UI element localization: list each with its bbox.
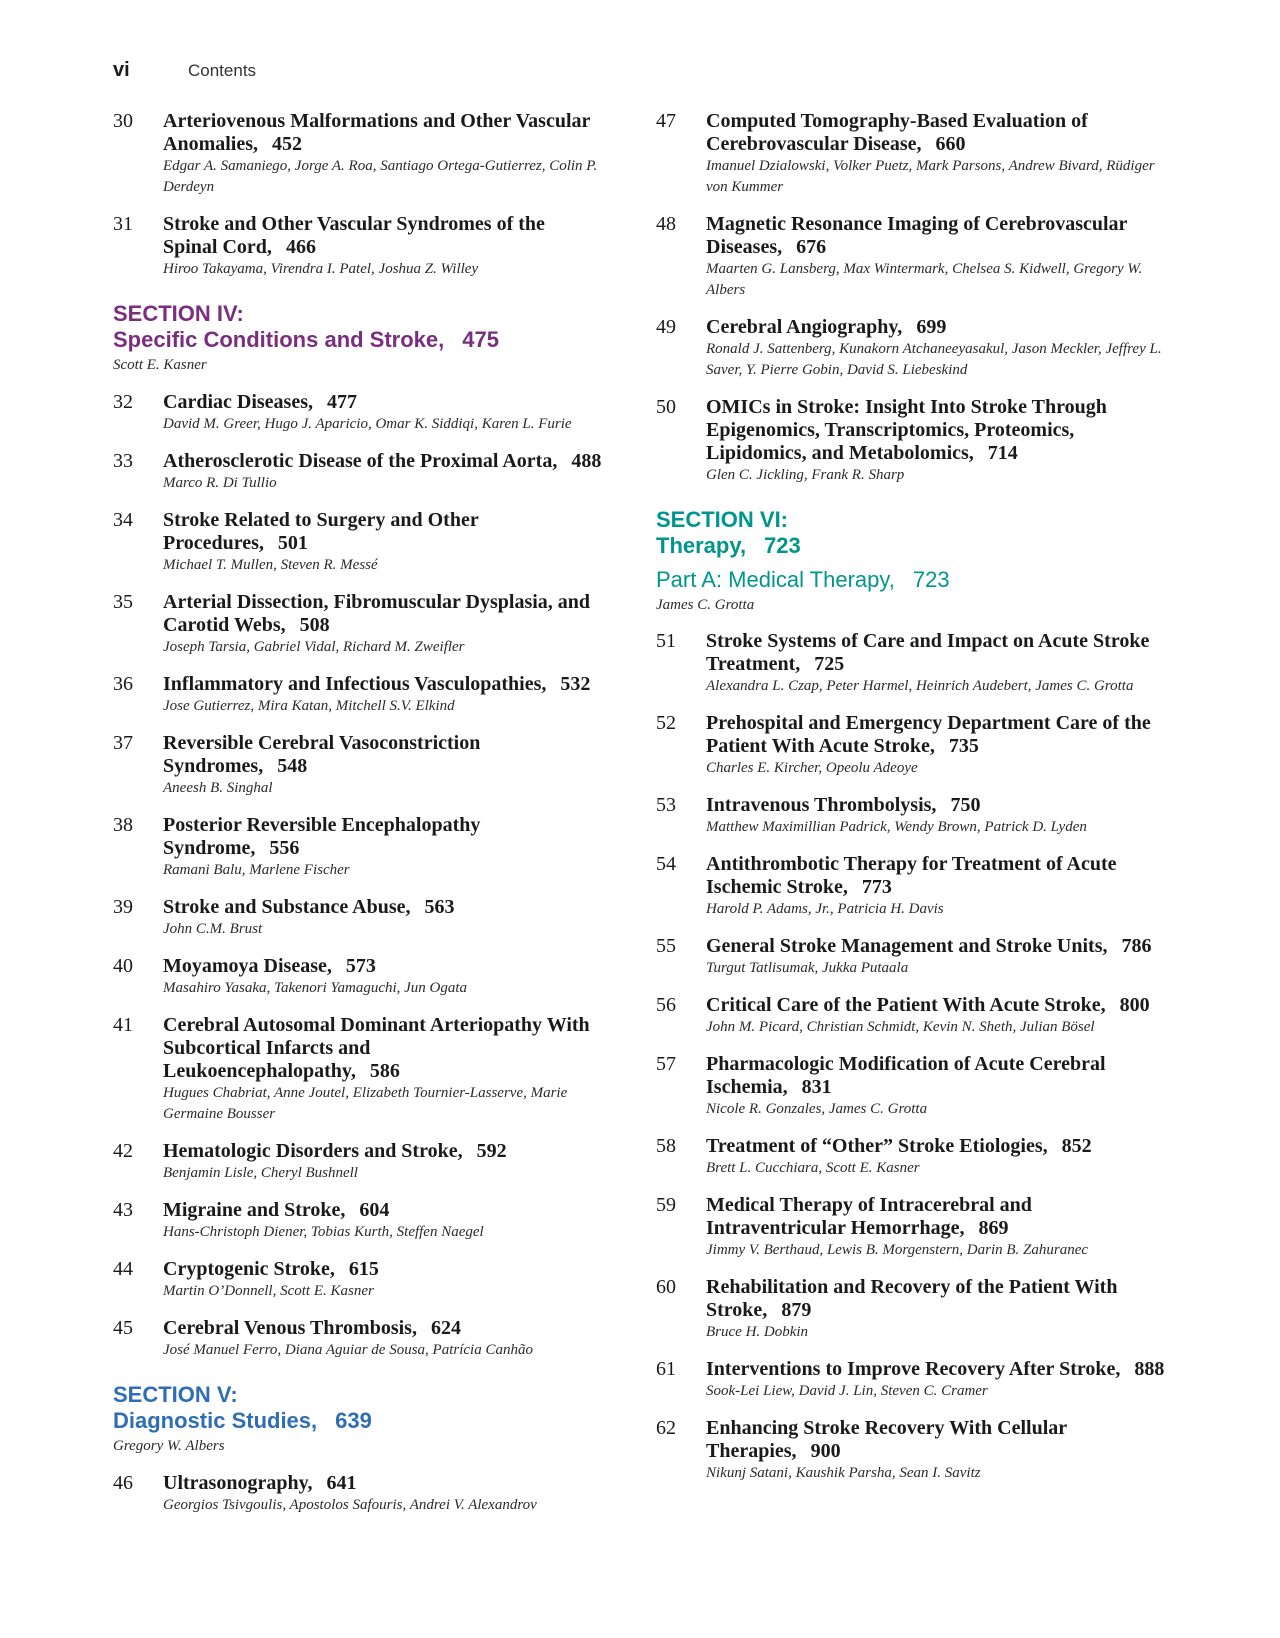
- chapter-entry: [113, 1472, 603, 1516]
- chapter-entry: [656, 794, 1176, 838]
- chapter-number: 53: [656, 794, 676, 816]
- section-label: SECTION VI:: [656, 507, 789, 532]
- chapter-entry: [113, 955, 603, 999]
- chapter-number: 31: [113, 213, 133, 235]
- section-editor: Gregory W. Albers: [113, 1438, 225, 1454]
- chapter-authors: Sook-Lei Liew, David J. Lin, Steven C. Cramer: [706, 1383, 988, 1399]
- chapter-entry: [113, 1317, 603, 1361]
- chapter-page: 900: [810, 1440, 841, 1462]
- chapter-authors: Georgios Tsivgoulis, Apostolos Safouris, Andrei V. Alexandrov: [163, 1497, 537, 1513]
- chapter-title: Intravenous Thrombolysis, 750: [706, 794, 981, 816]
- chapter-page: 586: [369, 1060, 400, 1082]
- chapter-number: 39: [113, 896, 133, 918]
- chapter-number: 36: [113, 673, 133, 695]
- chapter-title: Arterial Dissection, Fibromuscular Dysplasia, and Carotid Webs, 508: [163, 591, 591, 636]
- chapter-entry: [656, 1053, 1176, 1120]
- part-title: Part A: Medical Therapy, 723: [656, 567, 950, 592]
- page-header: [113, 59, 256, 82]
- chapter-number: 54: [656, 853, 676, 875]
- chapter-title: General Stroke Management and Stroke Units, 786: [706, 935, 1152, 957]
- chapter-authors: John M. Picard, Christian Schmidt, Kevin N. Sheth, Julian Bösel: [706, 1019, 1095, 1035]
- chapter-number: 46: [113, 1472, 133, 1494]
- chapter-authors: Ronald J. Sattenberg, Kunakorn Atchaneeyasakul, Jason Meckler, Jeffrey L. Saver, Y. Pierre Gobin, David S. Liebeskind: [706, 341, 1162, 378]
- chapter-entry: [656, 1358, 1176, 1402]
- chapter-authors: Jose Gutierrez, Mira Katan, Mitchell S.V. Elkind: [163, 698, 455, 714]
- chapter-authors: David M. Greer, Hugo J. Aparicio, Omar K. Siddiqi, Karen L. Furie: [163, 416, 572, 432]
- section-heading: [113, 301, 603, 376]
- chapter-page: 477: [326, 391, 357, 413]
- chapter-authors: José Manuel Ferro, Diana Aguiar de Sousa, Patrícia Canhão: [163, 1342, 533, 1358]
- chapter-number: 32: [113, 391, 133, 413]
- chapter-authors: Hans-Christoph Diener, Tobias Kurth, Steffen Naegel: [163, 1224, 484, 1240]
- chapter-number: 59: [656, 1194, 676, 1216]
- chapter-title: Inflammatory and Infectious Vasculopathies, 532: [163, 673, 591, 695]
- section-label: SECTION V:: [113, 1382, 238, 1407]
- chapter-authors: Benjamin Lisle, Cheryl Bushnell: [163, 1165, 358, 1181]
- chapter-authors: Jimmy V. Berthaud, Lewis B. Morgenstern, Darin B. Zahuranec: [706, 1242, 1089, 1258]
- chapter-number: 56: [656, 994, 676, 1016]
- chapter-authors: Michael T. Mullen, Steven R. Messé: [163, 557, 378, 573]
- chapter-number: 40: [113, 955, 133, 977]
- chapter-title: Prehospital and Emergency Department Care of the Patient With Acute Stroke, 735: [706, 712, 1151, 757]
- section-title: Therapy, 723: [656, 533, 801, 558]
- chapter-title: Rehabilitation and Recovery of the Patient With Stroke, 879: [706, 1276, 1118, 1321]
- chapter-page: 508: [299, 614, 330, 636]
- chapter-page: 556: [269, 837, 300, 859]
- chapter-number: 41: [113, 1014, 133, 1036]
- chapter-page: 750: [950, 794, 981, 816]
- chapter-page: 573: [345, 955, 376, 977]
- chapter-number: 38: [113, 814, 133, 836]
- chapter-entry: [656, 396, 1176, 486]
- chapter-title: Critical Care of the Patient With Acute Stroke, 800: [706, 994, 1150, 1016]
- chapter-number: 49: [656, 316, 676, 338]
- chapter-page: 592: [476, 1140, 507, 1162]
- chapter-entry: [656, 712, 1176, 779]
- chapter-authors: Hugues Chabriat, Anne Joutel, Elizabeth Tournier-Lasserve, Marie Germaine Bousser: [163, 1085, 568, 1122]
- chapter-title: Cardiac Diseases, 477: [163, 391, 357, 413]
- chapter-title: Treatment of “Other” Stroke Etiologies, 852: [706, 1135, 1092, 1157]
- chapter-title: Medical Therapy of Intracerebral and Intraventricular Hemorrhage, 869: [706, 1194, 1032, 1239]
- chapter-entry: [656, 935, 1176, 979]
- chapter-page: 501: [277, 532, 308, 554]
- chapter-entry: [113, 732, 603, 799]
- chapter-page: 615: [348, 1258, 379, 1280]
- chapter-number: 51: [656, 630, 676, 652]
- chapter-entry: [656, 630, 1176, 697]
- chapter-title: Computed Tomography-Based Evaluation of Cerebrovascular Disease, 660: [706, 110, 1088, 155]
- chapter-entry: [656, 994, 1176, 1038]
- section-heading: [113, 1382, 603, 1457]
- chapter-number: 33: [113, 450, 133, 472]
- chapter-number: 37: [113, 732, 133, 754]
- chapter-entry: [113, 450, 603, 494]
- chapter-entry: [113, 213, 603, 280]
- chapter-page: 852: [1061, 1135, 1092, 1157]
- chapter-page: 714: [987, 442, 1018, 464]
- chapter-number: 58: [656, 1135, 676, 1157]
- chapter-authors: Brett L. Cucchiara, Scott E. Kasner: [706, 1160, 920, 1176]
- chapter-entry: [113, 673, 603, 717]
- part-heading: [656, 567, 1176, 616]
- chapter-title: Atherosclerotic Disease of the Proximal Aorta, 488: [163, 450, 602, 472]
- chapter-number: 35: [113, 591, 133, 613]
- chapter-page: 831: [801, 1076, 832, 1098]
- chapter-number: 57: [656, 1053, 676, 1075]
- chapter-title: Antithrombotic Therapy for Treatment of Acute Ischemic Stroke, 773: [706, 853, 1117, 898]
- chapter-title: Arteriovenous Malformations and Other Vascular Anomalies, 452: [163, 110, 591, 155]
- chapter-authors: Masahiro Yasaka, Takenori Yamaguchi, Jun Ogata: [163, 980, 468, 996]
- chapter-authors: Harold P. Adams, Jr., Patricia H. Davis: [706, 901, 944, 917]
- chapter-title: Stroke Related to Surgery and Other Procedures, 501: [163, 509, 479, 554]
- chapter-number: 43: [113, 1199, 133, 1221]
- chapter-entry: [656, 316, 1176, 381]
- chapter-entry: [656, 1417, 1176, 1484]
- chapter-authors: John C.M. Brust: [163, 921, 263, 937]
- section-page: 475: [462, 327, 499, 352]
- chapter-title: Reversible Cerebral Vasoconstriction Syndromes, 548: [163, 732, 481, 777]
- chapter-page: 548: [277, 755, 308, 777]
- chapter-authors: Joseph Tarsia, Gabriel Vidal, Richard M. Zweifler: [163, 639, 465, 655]
- chapter-page: 624: [430, 1317, 461, 1339]
- chapter-entry: [113, 391, 603, 435]
- chapter-title: Cerebral Autosomal Dominant Arteriopathy With Subcortical Infarcts and Leukoencephalopathy, 586: [163, 1014, 590, 1082]
- chapter-number: 47: [656, 110, 676, 132]
- chapter-authors: Matthew Maximillian Padrick, Wendy Brown, Patrick D. Lyden: [706, 819, 1087, 835]
- chapter-title: Cerebral Angiography, 699: [706, 316, 947, 338]
- chapter-page: 676: [796, 236, 827, 258]
- chapter-page: 800: [1119, 994, 1150, 1016]
- chapter-number: 45: [113, 1317, 133, 1339]
- chapter-entry: [113, 1258, 603, 1302]
- chapter-title: Stroke and Substance Abuse, 563: [163, 896, 455, 918]
- chapter-page: 725: [814, 653, 845, 675]
- chapter-page: 532: [560, 673, 591, 695]
- chapter-page: 466: [285, 236, 316, 258]
- chapter-entry: [656, 1135, 1176, 1179]
- chapter-title: Posterior Reversible Encephalopathy Syndrome, 556: [163, 814, 481, 859]
- section-editor: Scott E. Kasner: [113, 357, 207, 373]
- chapter-entry: [113, 1014, 603, 1125]
- section-page: 723: [764, 533, 801, 558]
- chapter-number: 55: [656, 935, 676, 957]
- chapter-authors: Glen C. Jickling, Frank R. Sharp: [706, 467, 905, 483]
- chapter-entry: [656, 1194, 1176, 1261]
- left-column: [113, 110, 603, 1531]
- chapter-number: 30: [113, 110, 133, 132]
- chapter-authors: Marco R. Di Tullio: [163, 475, 277, 491]
- chapter-entry: [656, 853, 1176, 920]
- chapter-entry: [113, 110, 603, 198]
- chapter-number: 44: [113, 1258, 133, 1280]
- chapter-entry: [113, 1199, 603, 1243]
- chapter-title: Pharmacologic Modification of Acute Cerebral Ischemia, 831: [706, 1053, 1106, 1098]
- chapter-title: Moyamoya Disease, 573: [163, 955, 376, 977]
- chapter-authors: Charles E. Kircher, Opeolu Adeoye: [706, 760, 918, 776]
- chapter-title: Stroke and Other Vascular Syndromes of the Spinal Cord, 466: [163, 213, 545, 258]
- part-page: 723: [912, 567, 950, 592]
- chapter-page: 452: [272, 133, 302, 155]
- chapter-authors: Edgar A. Samaniego, Jorge A. Roa, Santiago Ortega-Gutierrez, Colin P. Derdeyn: [163, 158, 598, 195]
- chapter-authors: Alexandra L. Czap, Peter Harmel, Heinrich Audebert, James C. Grotta: [706, 678, 1134, 694]
- section-label: SECTION IV:: [113, 301, 244, 326]
- chapter-entry: [656, 110, 1176, 198]
- chapter-page: 735: [948, 735, 979, 757]
- chapter-entry: [656, 1276, 1176, 1343]
- chapter-authors: Ramani Balu, Marlene Fischer: [163, 862, 350, 878]
- section-title: Specific Conditions and Stroke, 475: [113, 327, 499, 352]
- chapter-number: 52: [656, 712, 676, 734]
- chapter-number: 60: [656, 1276, 676, 1298]
- right-column: [656, 110, 1176, 1499]
- chapter-entry: [656, 213, 1176, 301]
- chapter-title: Magnetic Resonance Imaging of Cerebrovascular Diseases, 676: [706, 213, 1128, 258]
- chapter-authors: Hiroo Takayama, Virendra I. Patel, Joshua Z. Willey: [163, 261, 479, 277]
- chapter-entry: [113, 896, 603, 940]
- chapter-authors: Martin O’Donnell, Scott E. Kasner: [163, 1283, 374, 1299]
- chapter-page: 604: [359, 1199, 390, 1221]
- chapter-authors: Imanuel Dzialowski, Volker Puetz, Mark Parsons, Andrew Bivard, Rüdiger von Kummer: [706, 158, 1155, 195]
- chapter-page: 699: [916, 316, 947, 338]
- chapter-number: 50: [656, 396, 676, 418]
- chapter-title: Interventions to Improve Recovery After Stroke, 888: [706, 1358, 1165, 1380]
- chapter-authors: Nicole R. Gonzales, James C. Grotta: [706, 1101, 928, 1117]
- chapter-entry: [113, 509, 603, 576]
- chapter-authors: Bruce H. Dobkin: [706, 1324, 809, 1340]
- chapter-number: 34: [113, 509, 133, 531]
- chapter-authors: Aneesh B. Singhal: [163, 780, 273, 796]
- chapter-title: Enhancing Stroke Recovery With Cellular Therapies, 900: [706, 1417, 1067, 1462]
- chapter-page: 641: [326, 1472, 357, 1494]
- chapter-number: 42: [113, 1140, 133, 1162]
- chapter-page: 488: [571, 450, 602, 472]
- chapter-page: 563: [424, 896, 455, 918]
- chapter-title: Migraine and Stroke, 604: [163, 1199, 390, 1221]
- section-title: Diagnostic Studies, 639: [113, 1408, 372, 1433]
- chapter-entry: [113, 1140, 603, 1184]
- chapter-page: 888: [1134, 1358, 1165, 1380]
- chapter-entry: [113, 814, 603, 881]
- chapter-title: OMICs in Stroke: Insight Into Stroke Through Epigenomics, Transcriptomics, Proteomics, Lipidomics, and Metabolomics, 714: [706, 396, 1107, 464]
- chapter-number: 62: [656, 1417, 676, 1439]
- chapter-number: 48: [656, 213, 676, 235]
- chapter-title: Cryptogenic Stroke, 615: [163, 1258, 379, 1280]
- chapter-entry: [113, 591, 603, 658]
- chapter-page: 869: [978, 1217, 1009, 1239]
- part-editor: James C. Grotta: [656, 597, 755, 613]
- section-heading: [656, 507, 1176, 559]
- chapter-page: 879: [781, 1299, 812, 1321]
- chapter-authors: Maarten G. Lansberg, Max Wintermark, Chelsea S. Kidwell, Gregory W. Albers: [706, 261, 1143, 298]
- chapter-page: 773: [861, 876, 892, 898]
- chapter-authors: Turgut Tatlisumak, Jukka Putaala: [706, 960, 909, 976]
- section-page: 639: [335, 1408, 372, 1433]
- chapter-title: Stroke Systems of Care and Impact on Acute Stroke Treatment, 725: [706, 630, 1150, 675]
- chapter-title: Ultrasonography, 641: [163, 1472, 357, 1494]
- chapter-number: 61: [656, 1358, 676, 1380]
- chapter-page: 786: [1121, 935, 1152, 957]
- chapter-title: Cerebral Venous Thrombosis, 624: [163, 1317, 461, 1339]
- chapter-title: Hematologic Disorders and Stroke, 592: [163, 1140, 507, 1162]
- running-head: Contents: [188, 61, 257, 80]
- page-number: vi: [113, 59, 130, 81]
- chapter-page: 660: [935, 133, 966, 155]
- chapter-authors: Nikunj Satani, Kaushik Parsha, Sean I. Savitz: [706, 1465, 981, 1481]
